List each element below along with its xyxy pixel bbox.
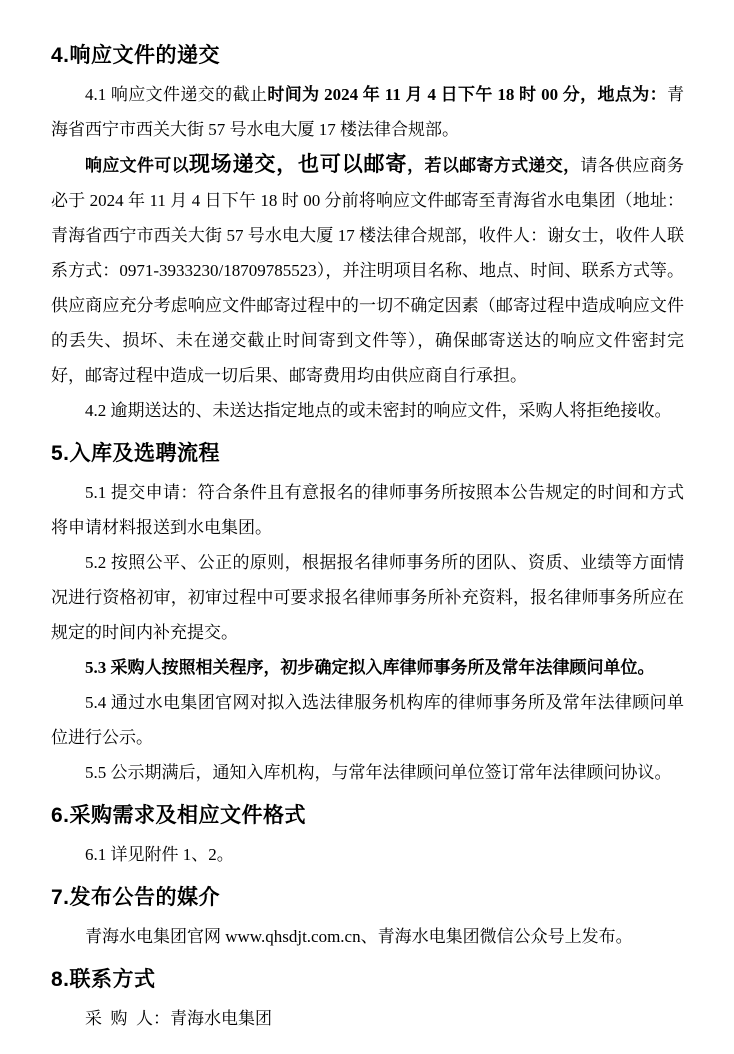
text-run: 6.1 详见附件 1、2。 [85,845,234,864]
text-run: 采 购 人：青海水电集团 [85,1009,272,1028]
section-enrollment-process [51,440,684,790]
section-response-file-submission [51,42,684,428]
paragraph-4-1 [51,77,684,147]
text-run: 4.1 响应文件递交的截止 [85,85,268,104]
paragraph-5-3 [51,650,684,685]
text-run: 5.4 通过水电集团官网对拟入选法律服务机构库的律师事务所及常年法律顾问单位进行公示。 [51,693,684,747]
text-run: 5.1 提交申请：符合条件且有意报名的律师事务所按照本公告规定的时间和方式将申请材料报送到水电集团。 [51,483,684,537]
section-heading: 4.响应文件的递交 [51,44,221,67]
paragraph-4-2 [51,393,684,428]
text-run: 青海水电集团官网 www.qhsdjt.com.cn、青海水电集团微信公众号上发布。 [85,927,633,946]
section-heading: 6.采购需求及相应文件格式 [51,804,307,827]
paragraph-7-media [51,919,684,954]
text-run: 5.2 按照公平、公正的原则，根据报名律师事务所的团队、资质、业绩等方面情况进行资格初审，初审过程中可要求报名律师事务所补充资料，报名律师事务所应在规定的时间内补充提交。 [51,553,684,642]
text-run: 时间为 2024 年 11 月 4 日下午 18 时 00 分，地点为： [267,85,668,104]
text-run: 响应文件可以 [85,156,189,175]
paragraph-5-2 [51,545,684,650]
section-heading: 7.发布公告的媒介 [51,886,221,909]
text-run: 4.2 逾期送达的、未送达指定地点的或未密封的响应文件，采购人将拒绝接收。 [85,401,672,420]
paragraph-8-purchaser [51,1001,684,1036]
paragraph-5-4 [51,685,684,755]
text-run: 现场递交，也可以邮寄 [188,152,408,176]
section-contact-info [51,966,684,1036]
paragraph-mailing-instructions [51,147,684,393]
text-run: 5.5 公示期满后，通知入库机构，与常年法律顾问单位签订常年法律顾问协议。 [85,763,672,782]
paragraph-6-1 [51,837,684,872]
paragraph-5-5 [51,755,684,790]
text-run: 请各供应商务必于 2024 年 11 月 4 日下午 18 时 00 分前将响应文件邮寄至青海省水电集团（地址：青海省西宁市西关大街 57 号水电大厦 17 楼法律合规部，收件人：谢女士，收件人联系方式：0971-3933230/18709785523），并注明项目名称、地点、时间、联系方式等。供应商应充分考虑响应文件邮寄过程中的一切不确定因素（邮寄过程中造成响应文件的丢失、损坏、未在递交截止时间寄到文件等），确保邮寄送达的响应文件密封完好，邮寄过程中造成一切后果、邮寄费用均由供应商自行承担。 [51,156,685,385]
section-procurement-requirements [51,802,684,872]
text-run: 5.3 采购人按照相关程序，初步确定拟入库律师事务所及常年法律顾问单位。 [85,658,655,677]
text-run: ，若以邮寄方式递交， [407,156,581,175]
section-announcement-media [51,884,684,954]
section-heading: 5.入库及选聘流程 [51,442,221,465]
paragraph-5-1 [51,475,684,545]
text-run: 青海省西宁市西关大街 57 号水电大厦 17 楼法律合规部。 [51,85,685,139]
section-heading: 8.联系方式 [51,968,156,991]
